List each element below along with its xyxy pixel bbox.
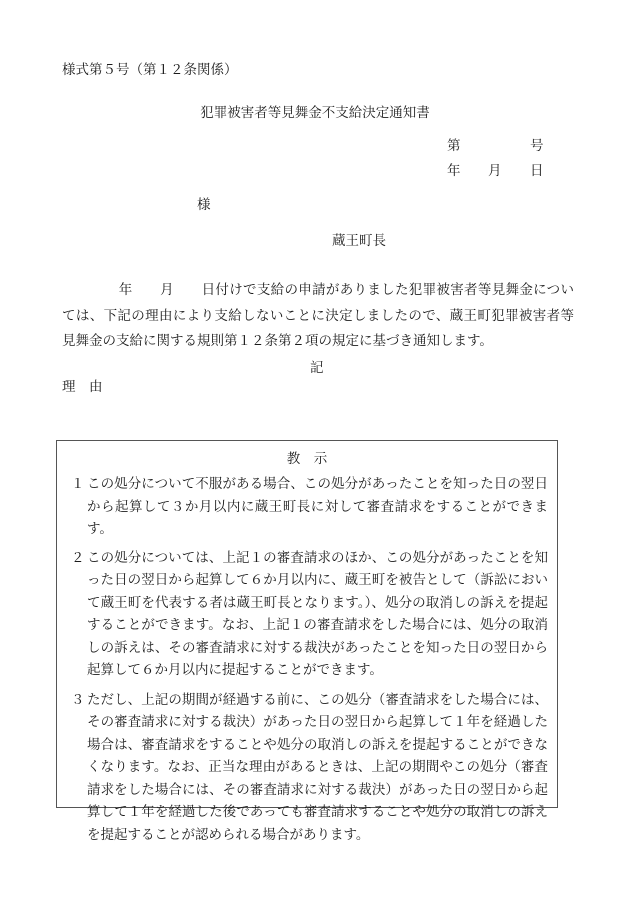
appeal-notice-box	[56, 440, 558, 843]
notice-item-number: ３	[71, 691, 85, 708]
notice-item-number: １	[71, 476, 85, 492]
notice-item-text: この処分については、上記１の審査請求のほか、この処分があったことを知った日の翌日から起算して６か月以内に、蔵王町を被告として（訴訟において蔵王町を代表する者は蔵王町長となります。）、処分の取消しの訴えを提起することができます。なお、上記１の審査請求をした場合には、処分の取消しの訴えは、その審査請求に対する裁決があったことを知った日の翌日から起算して６か月以内に提起することができます。	[87, 549, 548, 678]
notice-item-text: この処分について不服がある場合、この処分があったことを知った日の翌日から起算して３か月以内に蔵王町長に対して審査請求をすることができます。	[87, 476, 548, 537]
ki-heading: 記	[310, 360, 324, 376]
document-title: 犯罪被害者等見舞金不支給決定通知書	[200, 105, 430, 121]
reference-number-suffix: 号	[530, 138, 544, 154]
notice-item	[57, 473, 548, 541]
addressee-honorific: 様	[197, 197, 211, 213]
form-number: 様式第５号（第１２条関係）	[62, 62, 238, 78]
notice-item-text: ただし、上記の期間が経過する前に、この処分（審査請求をした場合には、その審査請求に対する裁決）があった日の翌日から起算して１年を経過した場合は、審査請求をすることや処分の取消しの訴えを提起することができなくなります。なお、正当な理由があるときは、上記の期間やこの処分（審査請求をした場合には、その審査請求に対する裁決）があった日の翌日から起算して１年を経過した後であっても審査請求することや処分の取消しの訴えを提起することが認められる場合があります。	[87, 691, 548, 843]
date-month-label: 月	[488, 163, 502, 179]
notice-item-number: ２	[71, 549, 85, 566]
notice-title: 教 示	[286, 451, 328, 467]
notice-item	[57, 689, 548, 847]
notification-body: 年 月 日付けで支給の申請がありました犯罪被害者等見舞金については、下記の理由により支給しないことに決定しましたので、蔵王町犯罪被害者等見舞金の支給に関する規則第１２条第２項の規定に基づき通知します。	[62, 282, 574, 349]
reason-label: 理 由	[62, 379, 103, 395]
notice-item	[57, 547, 548, 682]
issuer-name: 蔵王町長	[332, 233, 386, 249]
date-year-label: 年	[447, 163, 461, 179]
reference-number-label: 第	[447, 138, 461, 154]
date-day-label: 日	[530, 163, 544, 179]
